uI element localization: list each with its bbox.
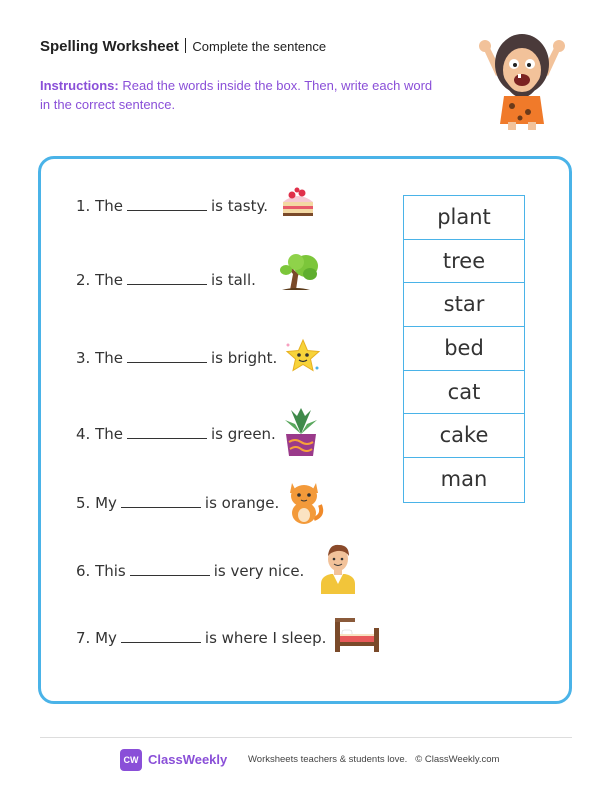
classweekly-logo-icon: CW <box>120 749 142 771</box>
footer-tagline <box>248 754 499 765</box>
sentence-5-end: is orange. <box>204 494 280 512</box>
worksheet-title: Spelling Worksheet <box>40 38 179 55</box>
sentence-1 <box>76 197 268 215</box>
sentence-7-end: is where I sleep. <box>204 629 327 647</box>
brand-name: ClassWeekly <box>148 752 228 767</box>
plant-icon <box>281 406 321 458</box>
cake-icon <box>280 184 316 220</box>
instructions-text: Read the words inside the box. Then, write each word in the correct sentence. <box>40 78 433 112</box>
footer-divider <box>40 737 572 738</box>
star-icon <box>284 337 322 375</box>
sentence-4-end: is green. <box>210 425 276 443</box>
sentence-2 <box>76 271 256 289</box>
bed-icon <box>333 614 381 654</box>
sentence-5 <box>76 494 279 512</box>
word-bank-item: star <box>404 283 524 327</box>
copyright-text: © ClassWeekly.com <box>415 754 500 765</box>
sentence-7-start: 7. My <box>76 629 117 647</box>
page-title <box>40 38 326 55</box>
word-bank-item: plant <box>404 196 524 240</box>
sentence-7 <box>76 629 326 647</box>
sentence-4-blank[interactable] <box>127 426 207 439</box>
sentence-6-start: 6. This <box>76 562 126 580</box>
sentence-6 <box>76 562 304 580</box>
sentence-1-blank[interactable] <box>127 198 207 211</box>
man-icon <box>317 542 359 594</box>
cat-icon <box>286 479 324 525</box>
tree-icon <box>276 252 320 292</box>
sentence-3-blank[interactable] <box>127 350 207 363</box>
sentence-1-end: is tasty. <box>210 197 269 215</box>
sentence-3-end: is bright. <box>210 349 278 367</box>
sentence-1-start: 1. The <box>76 197 123 215</box>
word-bank-item: bed <box>404 327 524 371</box>
title-divider <box>185 38 187 53</box>
sentence-7-blank[interactable] <box>121 630 201 643</box>
sentence-2-end: is tall. <box>210 271 256 289</box>
sentence-3-start: 3. The <box>76 349 123 367</box>
sentence-2-blank[interactable] <box>127 272 207 285</box>
sentence-5-start: 5. My <box>76 494 117 512</box>
word-bank-item: cake <box>404 414 524 458</box>
sentence-5-blank[interactable] <box>121 495 201 508</box>
word-bank-item: man <box>440 467 488 492</box>
worksheet-subtitle: Complete the sentence <box>192 39 327 54</box>
caveman-mascot-icon <box>476 28 568 132</box>
instructions <box>40 76 440 114</box>
sentence-4 <box>76 425 276 443</box>
word-bank-item: tree <box>404 240 524 284</box>
tagline-text: Worksheets teachers & students love. <box>248 754 408 765</box>
sentence-6-end: is very nice. <box>213 562 305 580</box>
sentence-6-blank[interactable] <box>130 563 210 576</box>
sentence-4-start: 4. The <box>76 425 123 443</box>
word-bank-item: cat <box>404 371 524 415</box>
instructions-label: Instructions: <box>40 78 119 93</box>
sentence-3 <box>76 349 277 367</box>
sentence-2-start: 2. The <box>76 271 123 289</box>
word-bank <box>403 195 525 503</box>
